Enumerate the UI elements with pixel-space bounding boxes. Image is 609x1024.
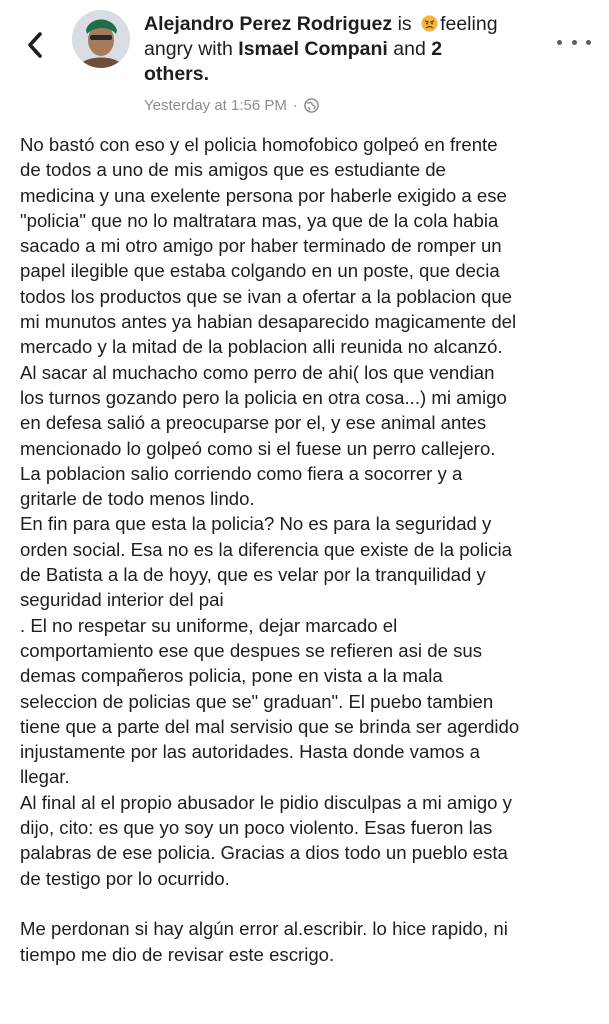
post-text-line: . El no respetar su uniforme, dejar marcado el	[20, 614, 398, 636]
post-text-line: los turnos gozando pero la policia en otra cosa...) mi amigo	[20, 386, 507, 408]
post-text-line: dijo, cito: es que yo soy un poco violento. Esas fueron las	[20, 817, 493, 839]
timestamp[interactable]: Yesterday at 1:56 PM	[144, 97, 287, 114]
post-text-line: "policia" que no lo maltratara mas, ya que de la cola habia	[20, 209, 499, 231]
author-name[interactable]: Alejandro Perez Rodriguez	[144, 13, 393, 35]
more-dot-1	[557, 40, 562, 45]
post-text-line: en defesa salió a preocuparse por el, y ese animal antes	[20, 412, 487, 434]
back-button[interactable]	[18, 26, 52, 64]
post-text-line: tiempo me dio de revisar este escrigo.	[20, 943, 335, 965]
post-text-line: todos los productos que se ivan a ofertar a la poblacion que	[20, 285, 513, 307]
avatar[interactable]	[72, 10, 130, 68]
title-line-1	[144, 12, 544, 37]
post-text-line: medicina y una exelente persona por haberle exigido a ese	[20, 184, 507, 206]
and-text: and	[393, 38, 426, 60]
post-text-line: injustamente por las autoridades. Hasta donde vamos a	[20, 741, 480, 763]
angry-with-text: angry with	[144, 38, 233, 60]
post-text-line: palabras de ese policia. Gracias a dios todo un pueblo esta	[20, 842, 508, 864]
post-header	[0, 0, 609, 122]
post-title	[144, 12, 544, 114]
post-text-line: No bastó con eso y el policia homofobico golpeó en frente	[20, 134, 498, 155]
post-text-line: sacado a mi otro amigo por haber terminado de romper un	[20, 235, 502, 257]
angry-face-emoji	[421, 15, 438, 32]
post-text-line: La poblacion salio corriendo como fiera a socorrer y a	[20, 462, 463, 484]
post-text-line: Al final al el propio abusador le pidio disculpas a mi amigo y	[20, 791, 512, 813]
post-text-line: gritarle de todo menos lindo.	[20, 488, 255, 510]
post-text-line: comportamiento ese que despues se refieren asi de sus	[20, 639, 483, 661]
chevron-left-icon	[27, 32, 43, 58]
post-text-line: mencionado lo golpeó como si el fuese un perro callejero.	[20, 437, 496, 459]
post-text	[20, 132, 600, 967]
post-text-line: orden social. Esa no es la diferencia que existe de la policia	[20, 538, 512, 560]
more-dot-3	[586, 40, 591, 45]
tagged-friend[interactable]: Ismael Compani	[238, 38, 388, 60]
others-link[interactable]: others.	[144, 63, 210, 85]
post-meta	[144, 97, 544, 114]
post-text-line: papel ilegible que estaba colgando en un poste, que decia	[20, 260, 500, 282]
title-line-2	[144, 37, 544, 62]
more-dot-2	[572, 40, 577, 45]
post-text-line: seleccion de policias que se" graduan". El puebo tambien	[20, 690, 494, 712]
post-text-line	[20, 891, 600, 916]
more-options-button[interactable]	[557, 32, 591, 52]
post-text-line: llegar.	[20, 766, 70, 788]
profile-photo	[72, 10, 130, 68]
post-text-line: Me perdonan si hay algún error al.escribir. lo hice rapido, ni	[20, 918, 508, 940]
feeling-text: feeling	[440, 13, 498, 35]
others-count[interactable]: 2	[431, 38, 443, 60]
post-text-line: mercado y la mitad de la poblacion alli reunida no alcanzó.	[20, 336, 503, 358]
post-text-line: de testigo por lo ocurrido.	[20, 867, 230, 889]
is-text: is	[397, 13, 412, 35]
post-text-line: En fin para que esta la policia? No es para la seguridad y	[20, 513, 492, 535]
post-text-line: seguridad interior del pai	[20, 589, 224, 611]
title-line-3	[144, 62, 544, 87]
post-text-line: de Batista a la de hoyy, que es velar por la tranquilidad y	[20, 564, 486, 586]
post-text-line: de todos a uno de mis amigos que es estudiante de	[20, 159, 446, 181]
post-text-line: tiene que a parte del mal servisio que se brinda ser agerdido	[20, 715, 520, 737]
post-text-line: mi munutos antes ya habian desaparecido magicamente del	[20, 311, 517, 333]
globe-icon[interactable]	[304, 98, 319, 113]
post-text-line: Al sacar al muchacho como perro de ahi( los que vendian	[20, 361, 495, 383]
meta-separator: ·	[292, 97, 298, 114]
post-text-line: demas compañeros policia, pone en vista a la mala	[20, 665, 443, 687]
